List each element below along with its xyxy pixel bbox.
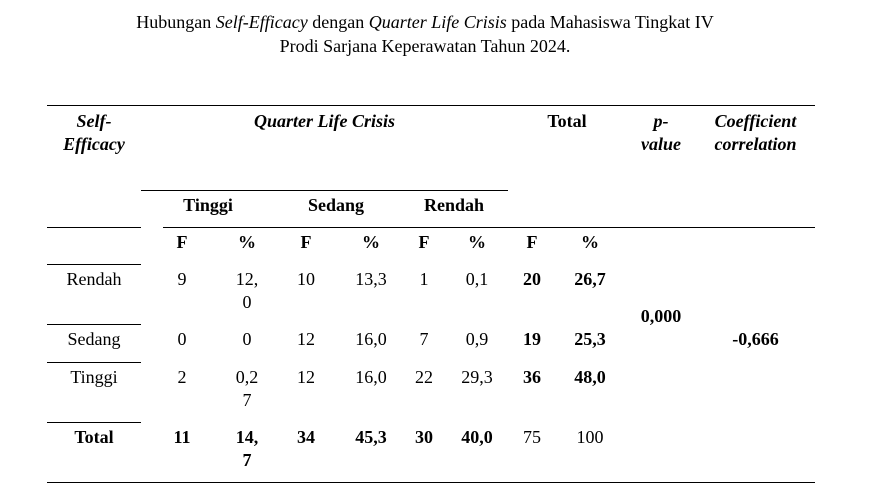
cell — [227, 366, 267, 412]
cell-total-f: 19 — [523, 329, 541, 349]
cell: 0 — [242, 329, 252, 349]
cell-total-f: 20 — [523, 269, 541, 289]
cell: 16,0 — [355, 329, 387, 349]
cell: 0 — [177, 329, 187, 349]
row-rule-tinggi — [47, 362, 141, 363]
subheader-percent: % — [468, 232, 486, 252]
row-label-tinggi: Tinggi — [70, 367, 118, 387]
caption-text: pada Mahasiswa Tingkat IV — [506, 12, 714, 32]
cell: 0,9 — [465, 329, 489, 349]
header-self-efficacy — [47, 110, 141, 156]
cell-line: 0,2 — [235, 367, 259, 387]
cell: 10 — [297, 269, 315, 289]
rule-label-col — [47, 227, 141, 228]
cell — [227, 268, 267, 314]
caption-italic-qlc: Quarter Life Crisis — [368, 12, 507, 32]
caption-italic-self-efficacy: Self-Efficacy — [215, 12, 308, 32]
group-header-rendah: Rendah — [423, 195, 485, 215]
cell-total-f: 36 — [523, 367, 541, 387]
header-line: p- — [653, 111, 669, 131]
group-header-rule — [141, 190, 508, 191]
subheader-percent: % — [581, 232, 599, 252]
header-line: Self- — [76, 111, 112, 131]
subheader-f: F — [418, 232, 430, 252]
table-top-rule — [47, 105, 815, 106]
subheader-f: F — [300, 232, 312, 252]
row-rule-total — [47, 422, 141, 423]
cell: 9 — [177, 269, 187, 289]
cell: 29,3 — [461, 367, 493, 387]
caption-line-1 — [0, 10, 850, 34]
cell-line: 14, — [235, 427, 259, 447]
cell: 16,0 — [355, 367, 387, 387]
header-quarter-life-crisis: Quarter Life Crisis — [253, 111, 395, 131]
header-total: Total — [547, 111, 587, 131]
group-header-sedang: Sedang — [307, 195, 365, 215]
header-line: Efficacy — [63, 134, 125, 154]
caption-text: dengan — [307, 12, 369, 32]
row-label-rendah: Rendah — [66, 269, 122, 289]
cell-total-percent: 26,7 — [574, 269, 606, 289]
cell: 11 — [173, 427, 191, 447]
cell: 34 — [297, 427, 315, 447]
row-rule-rendah — [47, 264, 141, 265]
cell: 2 — [177, 367, 187, 387]
header-coefficient — [696, 110, 815, 156]
cell-line: 12, — [235, 269, 259, 289]
subheader-percent: % — [238, 232, 256, 252]
cell-total-percent: 25,3 — [574, 329, 606, 349]
cell-line: 7 — [242, 390, 252, 410]
caption-line-2: Prodi Sarjana Keperawatan Tahun 2024. — [279, 36, 571, 56]
caption-text: Hubungan — [136, 12, 216, 32]
row-label-total: Total — [74, 427, 114, 447]
row-label-sedang: Sedang — [67, 329, 121, 349]
table-bottom-rule — [47, 482, 815, 483]
cell: 40,0 — [461, 427, 493, 447]
header-line: correlation — [714, 134, 797, 154]
cell: 0,1 — [465, 269, 489, 289]
cell: 12 — [297, 329, 315, 349]
cell-total-percent: 100 — [576, 427, 604, 447]
cell-total-f: 75 — [523, 427, 541, 447]
table-caption — [0, 10, 850, 58]
group-header-tinggi: Tinggi — [183, 195, 233, 215]
cell-total-percent: 48,0 — [574, 367, 606, 387]
header-p-value — [626, 110, 696, 156]
subheader-f: F — [526, 232, 538, 252]
cell — [227, 426, 267, 472]
cell: 45,3 — [355, 427, 387, 447]
subheader-f: F — [176, 232, 188, 252]
cell: 7 — [419, 329, 429, 349]
row-rule-sedang — [47, 324, 141, 325]
cell: 22 — [415, 367, 433, 387]
cell: 12 — [297, 367, 315, 387]
cell-line: 0 — [242, 292, 252, 312]
p-value-cell: 0,000 — [640, 306, 682, 326]
cell: 30 — [415, 427, 433, 447]
subheader-percent: % — [362, 232, 380, 252]
cell: 13,3 — [355, 269, 387, 289]
cell: 1 — [419, 269, 429, 289]
header-line: value — [641, 134, 681, 154]
header-line: Coefficient — [714, 111, 797, 131]
subheader-rule — [163, 227, 815, 228]
coefficient-value-cell: -0,666 — [732, 329, 779, 349]
cell-line: 7 — [242, 450, 252, 470]
